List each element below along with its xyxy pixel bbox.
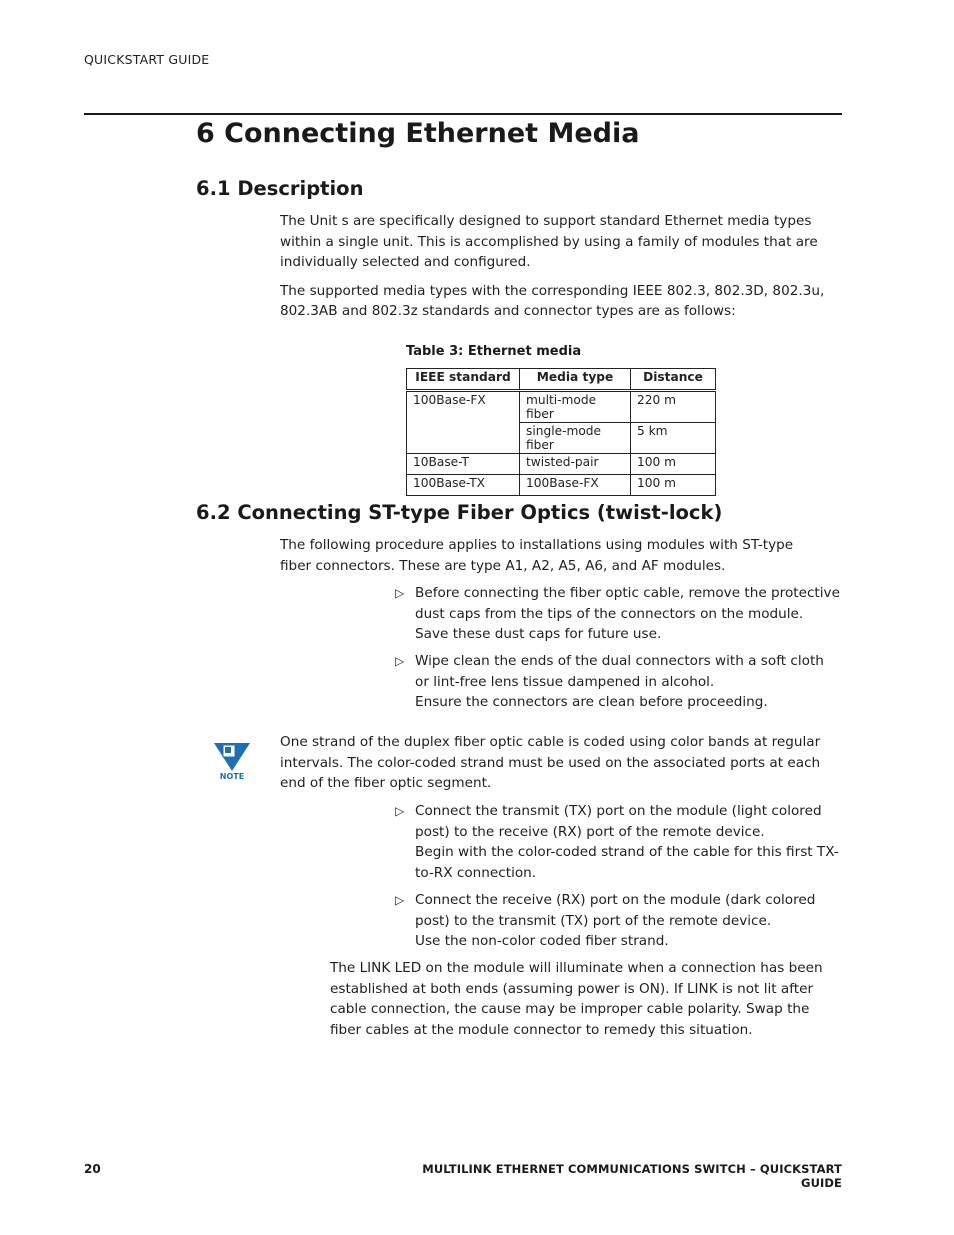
section-title: 6 Connecting Ethernet Media [196,118,640,149]
st-fiber-intro: The following procedure applies to installations using modules with ST-type fiber connectors. These are type A1, A2, A5, A6, and AF modules. [280,537,794,574]
step-text: Before connecting the fiber optic cable, remove the protective dust caps from the tips of the connectors on the module. [415,585,840,622]
table-row [407,391,716,423]
step-subtext: Save these dust caps for future use. [415,626,662,642]
ethernet-media-table [406,368,716,496]
table-row [407,454,716,475]
description-body [280,211,842,322]
description-para-1: The Unit s are specifically designed to support standard Ethernet media types within a single unit. This is accomplished by using a family of modules that are individually selected and configured. [280,213,818,270]
step-text: Connect the receive (RX) port on the module (dark colored post) to the transmit (TX) port of the remote device. [415,892,816,929]
cell-standard: 100Base-TX [407,475,520,496]
note-icon-label: NOTE [219,772,245,781]
description-para-2: The supported media types with the corresponding IEEE 802.3, 802.3D, 802.3u, 802.3AB and 802.3z standards and connector types are as follows: [280,282,825,319]
description-heading: 6.1 Description [196,177,364,200]
step-triangle-icon: ▷ [395,654,405,668]
cell-standard: 100Base-FX [407,391,520,454]
cell-distance: 5 km [631,423,716,454]
step-text: Wipe clean the ends of the dual connectors with a soft cloth or lint-free lens tissue dampened in alcohol. [415,653,824,690]
column-header-media: Media type [520,369,631,391]
step-triangle-icon: ▷ [395,586,405,600]
table-row [407,475,716,496]
cell-distance: 100 m [631,454,716,475]
procedure-step-3 [395,801,840,883]
header-rule [84,113,842,115]
st-fiber-heading: 6.2 Connecting ST-type Fiber Optics (twist-lock) [196,501,723,524]
cell-media: multi-mode fiber [520,391,631,423]
cell-standard: 10Base-T [407,454,520,475]
note-text: One strand of the duplex fiber optic cable is coded using color bands at regular intervals. The color-coded strand must be used on the associated ports at each end of the fiber optic segment. [280,734,821,791]
cell-media: 100Base-FX [520,475,631,496]
footer-title: MULTILINK ETHERNET COMMUNICATIONS SWITCH – QUICKSTART GUIDE [422,1162,842,1190]
step-subtext: Ensure the connectors are clean before proceeding. [415,694,768,710]
cell-distance: 100 m [631,475,716,496]
column-header-standard: IEEE standard [407,369,520,391]
step-subtext: Use the non-color coded fiber strand. [415,933,669,949]
procedure-step-2 [395,651,840,713]
step-subtext: Begin with the color-coded strand of the cable for this first TX-to-RX connection. [415,844,839,881]
procedure-step-1 [395,583,840,645]
cell-media: twisted-pair [520,454,631,475]
table-caption: Table 3: Ethernet media [406,344,582,359]
page-number: 20 [84,1162,101,1176]
running-header: QUICKSTART GUIDE [84,52,210,67]
note-icon [212,741,252,785]
cell-media: single-mode fiber [520,423,631,454]
column-header-distance: Distance [631,369,716,391]
step-triangle-icon: ▷ [395,804,405,818]
step-triangle-icon: ▷ [395,893,405,907]
step-text: Connect the transmit (TX) port on the module (light colored post) to the receive (RX) port of the remote device. [415,803,822,840]
table-header-row [407,369,716,391]
cell-distance: 220 m [631,391,716,423]
procedure-step-4 [395,890,840,952]
link-led-paragraph: The LINK LED on the module will illuminate when a connection has been established at both ends (assuming power is ON). If LINK is not lit after cable connection, the cause may be improper cable polarity. Swap the fiber cables at the module connector to remedy this situation. [330,960,823,1038]
